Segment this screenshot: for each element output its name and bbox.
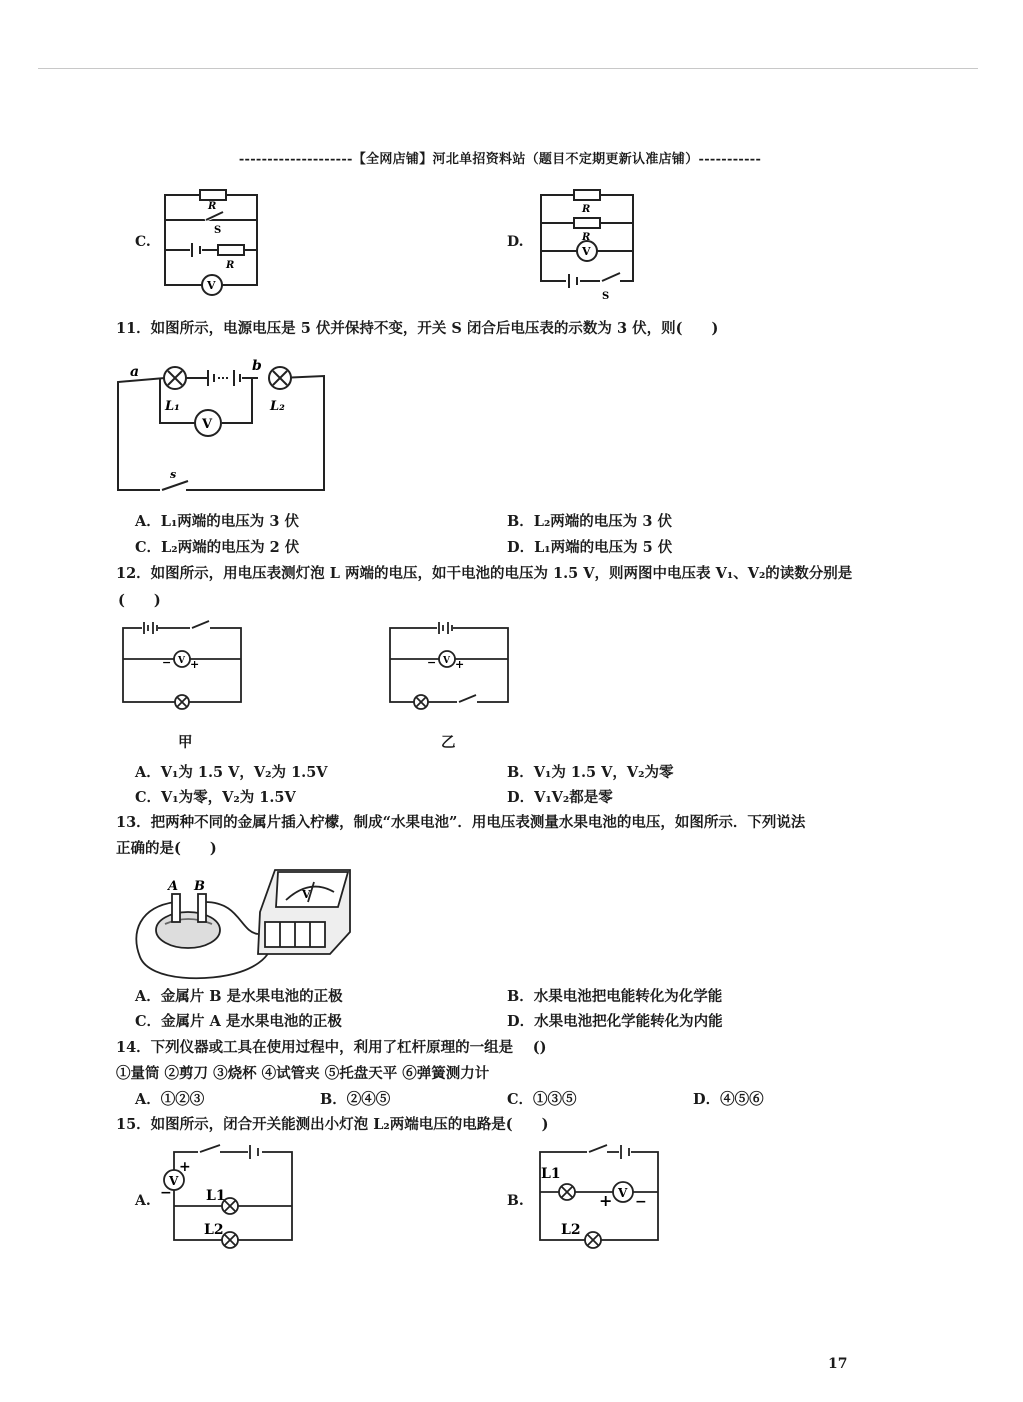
q13-fruit-battery-figure	[130, 862, 370, 984]
q15-option-a-label[interactable]: A.	[135, 1193, 151, 1209]
resistor-label: R	[582, 232, 591, 243]
q10-option-c-circuit	[160, 185, 265, 297]
l2-label: L2	[561, 1222, 581, 1238]
q12-circuit-jia	[118, 618, 248, 713]
q11-option-b[interactable]: B．L₂两端的电压为 3 伏	[507, 513, 672, 530]
q13-option-c[interactable]: C．金属片 A 是水果电池的正极	[135, 1013, 342, 1030]
voltmeter-label: V	[443, 656, 450, 666]
voltmeter-label: V	[582, 245, 591, 258]
voltmeter-label: V	[169, 1174, 179, 1188]
l1-label: L1	[541, 1166, 561, 1182]
q13-label-b: B	[194, 879, 205, 894]
q10-option-d-label: D.	[507, 234, 524, 250]
q12-stem-cont: ( )	[118, 592, 161, 609]
resistor-label: R	[226, 260, 235, 271]
q13-option-b[interactable]: B．水果电池把电能转化为化学能	[507, 988, 723, 1005]
q11-circuit	[110, 358, 340, 498]
q11-option-a[interactable]: A．L₁两端的电压为 3 伏	[135, 513, 299, 530]
voltmeter-label: V	[178, 656, 185, 666]
q14-option-b[interactable]: B．②④⑤	[320, 1091, 391, 1108]
q12-option-d[interactable]: D．V₁V₂都是零	[507, 789, 613, 806]
q11-stem: 11．如图所示，电源电压是 5 伏并保持不变，开关 S 闭合后电压表的示数为 3 伏，则( )	[116, 320, 719, 337]
q12-circuit-yi	[385, 618, 515, 713]
q11-label-l1: L₁	[165, 399, 180, 414]
plus-sign: +	[179, 1159, 191, 1175]
minus-sign: −	[635, 1194, 647, 1210]
q14-items: ①量筒 ②剪刀 ③烧杯 ④试管夹 ⑤托盘天平 ⑥弹簧测力计	[116, 1065, 490, 1082]
resistor-label: R	[208, 201, 217, 212]
q14-option-c[interactable]: C．①③⑤	[507, 1091, 577, 1108]
q14-stem: 14．下列仪器或工具在使用过程中，利用了杠杆原理的一组是 ()	[116, 1039, 547, 1056]
page-number: 17	[828, 1356, 848, 1372]
q11-option-d[interactable]: D．L₁两端的电压为 5 伏	[507, 539, 673, 556]
l1-label: L1	[206, 1188, 226, 1204]
voltmeter-label: V	[207, 279, 216, 292]
top-rule	[38, 68, 978, 69]
svg-text:+: +	[190, 658, 200, 671]
svg-text:−: −	[162, 656, 172, 669]
switch-label: S	[602, 291, 610, 302]
q13-stem-cont: 正确的是( )	[116, 840, 217, 857]
q11-voltmeter-label: V	[202, 417, 213, 432]
resistor-label: R	[582, 204, 591, 215]
plus-sign: +	[599, 1191, 613, 1210]
q10-option-d-circuit	[536, 185, 641, 303]
q12-option-b[interactable]: B．V₁为 1.5 V，V₂为零	[507, 764, 674, 781]
l2-label: L2	[204, 1222, 224, 1238]
q15-option-b-circuit	[535, 1142, 665, 1254]
q15-stem: 15．如图所示，闭合开关能测出小灯泡 L₂两端电压的电路是( )	[116, 1116, 549, 1133]
q15-option-b-label[interactable]: B.	[507, 1193, 524, 1209]
q12-label-jia: 甲	[178, 734, 193, 751]
q11-label-a: a	[130, 364, 140, 380]
page-header: --------------------【全网店铺】河北单招资料站（题目不定期更新认准店铺）-----------	[238, 152, 762, 167]
q11-label-b: b	[252, 358, 262, 374]
switch-label: S	[214, 225, 222, 236]
q13-voltmeter-label: V	[302, 888, 311, 901]
q11-switch-label: s	[170, 468, 177, 481]
q13-option-a[interactable]: A．金属片 B 是水果电池的正极	[135, 988, 343, 1005]
q13-label-a: A	[168, 879, 179, 894]
svg-text:+: +	[455, 658, 465, 671]
q12-option-c[interactable]: C．V₁为零，V₂为 1.5V	[135, 789, 296, 806]
q12-stem: 12．如图所示，用电压表测灯泡 L 两端的电压，如干电池的电压为 1.5 V，则两图中电压表 V₁、V₂的读数分别是	[116, 565, 853, 582]
voltmeter-label: V	[618, 1186, 628, 1200]
q10-option-c-label: C.	[135, 234, 151, 250]
q11-label-l2: L₂	[270, 399, 285, 414]
q12-label-yi: 乙	[441, 734, 456, 751]
svg-text:−: −	[427, 656, 437, 669]
q12-option-a[interactable]: A．V₁为 1.5 V，V₂为 1.5V	[135, 764, 328, 781]
q14-option-a[interactable]: A．①②③	[135, 1091, 205, 1108]
minus-sign: −	[160, 1185, 172, 1201]
q13-option-d[interactable]: D．水果电池把化学能转化为内能	[507, 1013, 723, 1030]
q15-option-a-circuit	[158, 1142, 303, 1252]
q11-option-c[interactable]: C．L₂两端的电压为 2 伏	[135, 539, 300, 556]
q13-stem: 13．把两种不同的金属片插入柠檬，制成“水果电池”．用电压表测量水果电池的电压，如图所示．下列说法	[116, 814, 806, 831]
q14-option-d[interactable]: D．④⑤⑥	[693, 1091, 764, 1108]
